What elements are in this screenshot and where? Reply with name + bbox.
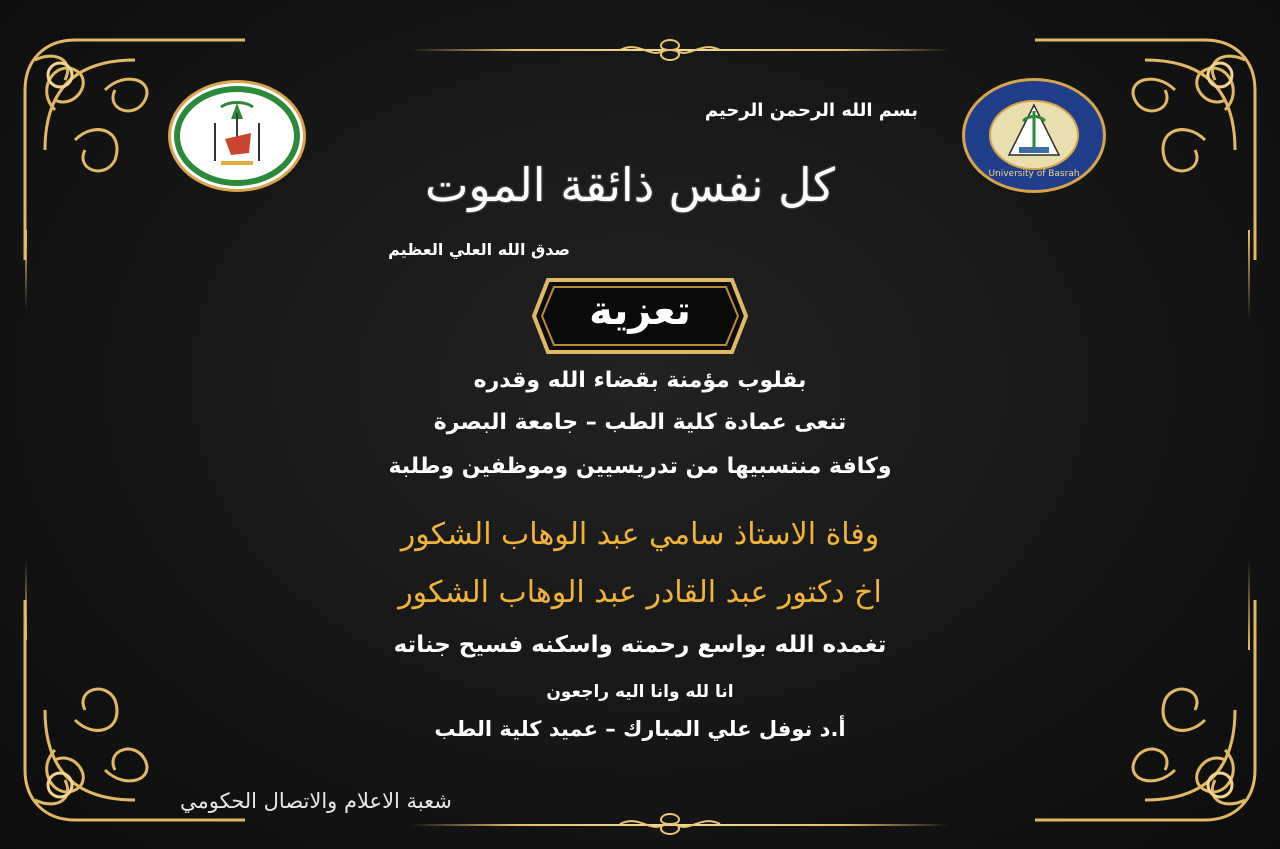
title-tazia: تعزية — [589, 288, 691, 334]
bottom-center-ornament — [610, 810, 730, 838]
relation-line: اخ دكتور عبد القادر عبد الوهاب الشكور — [398, 575, 882, 610]
body-line-3: وكافة منتسبيها من تدريسيين وموظفين وطلبة — [388, 454, 892, 479]
dean-signature: أ.د نوفل علي المبارك – عميد كلية الطب — [434, 717, 846, 741]
university-name-text: University of Basrah — [988, 169, 1080, 179]
right-side-rule — [1248, 230, 1250, 320]
body-line-1: بقلوب مؤمنة بقضاء الله وقدره — [473, 368, 807, 393]
deceased-name-line: وفاة الاستاذ سامي عبد الوهاب الشكور — [400, 517, 880, 552]
quran-verse-text: كل نفس ذائقة الموت — [425, 158, 835, 212]
sadaq-allah: صدق الله العلي العظيم — [388, 240, 570, 259]
basmala: بسم الله الرحمن الرحيم — [704, 100, 918, 121]
medical-emblem-icon — [171, 83, 303, 189]
university-of-basrah-logo — [962, 78, 1106, 193]
left-side-rule — [25, 230, 27, 310]
body-line-2: تنعى عمادة كلية الطب – جامعة البصرة — [433, 410, 847, 435]
top-center-ornament — [610, 36, 730, 64]
inna-lillah-line: انا لله وانا اليه راجعون — [546, 682, 734, 702]
media-department-credit: شعبة الاعلام والاتصال الحكومي — [180, 789, 452, 813]
medical-emblem-logo — [168, 80, 306, 192]
prayer-line: تغمده الله بواسع رحمته واسكنه فسيح جناته — [393, 632, 887, 658]
quran-verse — [425, 145, 835, 225]
